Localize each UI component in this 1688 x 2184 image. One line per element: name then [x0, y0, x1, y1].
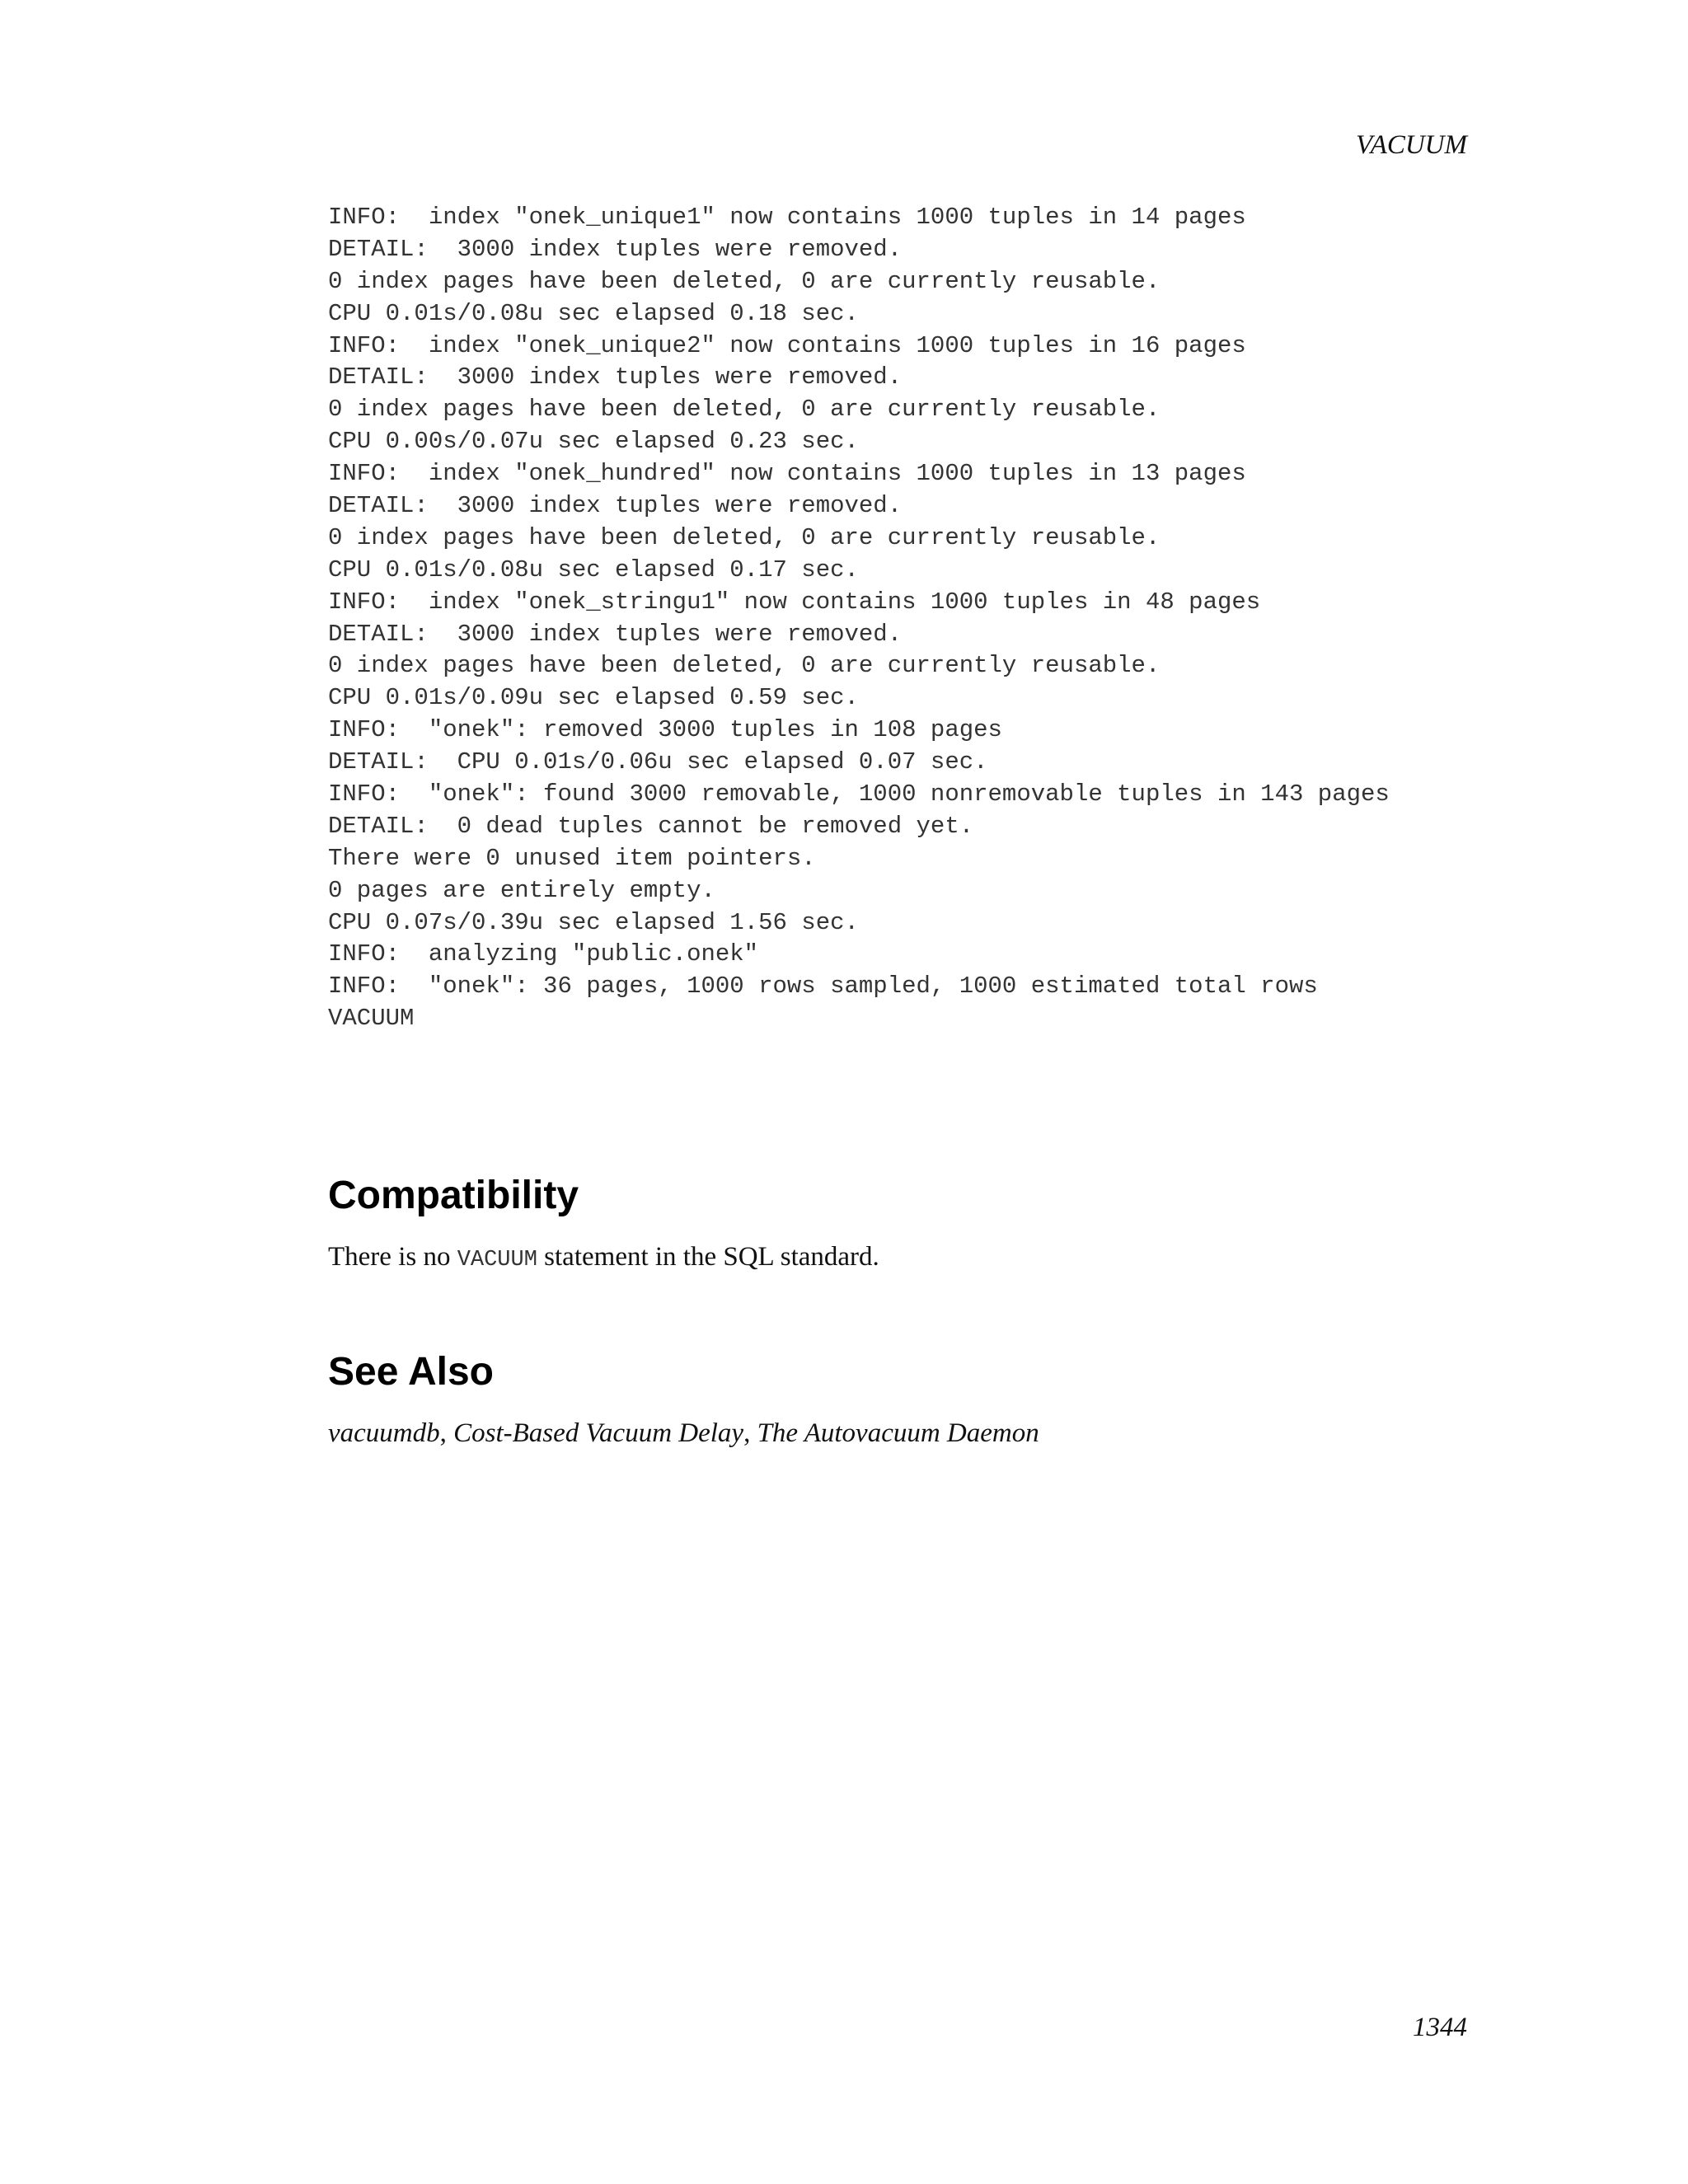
compatibility-paragraph [328, 1240, 879, 1277]
compatibility-text-after: statement in the SQL standard. [537, 1242, 879, 1272]
ref-link-cost-based-vacuum-delay[interactable]: Cost-Based Vacuum Delay [453, 1418, 744, 1448]
code-line: INFO: index "onek_stringu1" now contains 1000 tuples in 48 pages [328, 588, 1261, 616]
code-line: 0 index pages have been deleted, 0 are currently reusable. [328, 523, 1160, 551]
code-line: CPU 0.01s/0.08u sec elapsed 0.17 sec. [328, 555, 859, 583]
ref-link-vacuumdb[interactable]: vacuumdb [328, 1418, 440, 1448]
ref-link-autovacuum-daemon[interactable]: The Autovacuum Daemon [757, 1418, 1039, 1448]
code-block [328, 202, 1390, 1035]
code-line: DETAIL: 0 dead tuples cannot be removed yet. [328, 812, 974, 840]
code-line: INFO: index "onek_unique2" now contains 1000 tuples in 16 pages [328, 331, 1246, 359]
ref-separator: , [439, 1418, 454, 1448]
code-line: CPU 0.01s/0.08u sec elapsed 0.18 sec. [328, 299, 859, 327]
code-line: CPU 0.00s/0.07u sec elapsed 0.23 sec. [328, 428, 859, 456]
code-line: INFO: "onek": 36 pages, 1000 rows sampled, 1000 estimated total rows [328, 972, 1318, 1001]
code-line: DETAIL: CPU 0.01s/0.06u sec elapsed 0.07 sec. [328, 748, 988, 776]
running-header-title: VACUUM [1355, 130, 1467, 160]
code-line: CPU 0.01s/0.09u sec elapsed 0.59 sec. [328, 684, 859, 712]
vacuum-inline-code: VACUUM [457, 1248, 537, 1272]
code-line: CPU 0.07s/0.39u sec elapsed 1.56 sec. [328, 908, 859, 936]
code-line: INFO: index "onek_unique1" now contains 1000 tuples in 14 pages [328, 204, 1246, 231]
compatibility-heading: Compatibility [328, 1174, 579, 1217]
code-line: DETAIL: 3000 index tuples were removed. [328, 620, 903, 648]
code-line: INFO: "onek": found 3000 removable, 1000 nonremovable tuples in 143 pages [328, 780, 1390, 808]
code-line: DETAIL: 3000 index tuples were removed. [328, 492, 903, 520]
code-line: DETAIL: 3000 index tuples were removed. [328, 235, 903, 263]
see-also-references [328, 1417, 1039, 1450]
code-line: DETAIL: 3000 index tuples were removed. [328, 363, 903, 391]
code-line: 0 index pages have been deleted, 0 are currently reusable. [328, 267, 1160, 295]
code-line: 0 index pages have been deleted, 0 are currently reusable. [328, 396, 1160, 424]
code-line: 0 pages are entirely empty. [328, 876, 715, 904]
code-line: There were 0 unused item pointers. [328, 844, 816, 872]
page-number: 1344 [1413, 2013, 1467, 2042]
code-line: INFO: "onek": removed 3000 tuples in 108 pages [328, 716, 1002, 744]
code-line: INFO: index "onek_hundred" now contains 1000 tuples in 13 pages [328, 460, 1246, 488]
see-also-heading: See Also [328, 1350, 494, 1394]
compatibility-text-before: There is no [328, 1242, 457, 1272]
code-line: INFO: analyzing "public.onek" [328, 940, 759, 968]
ref-separator: , [743, 1418, 757, 1448]
code-line: 0 index pages have been deleted, 0 are currently reusable. [328, 652, 1160, 680]
code-line: VACUUM [328, 1005, 415, 1033]
